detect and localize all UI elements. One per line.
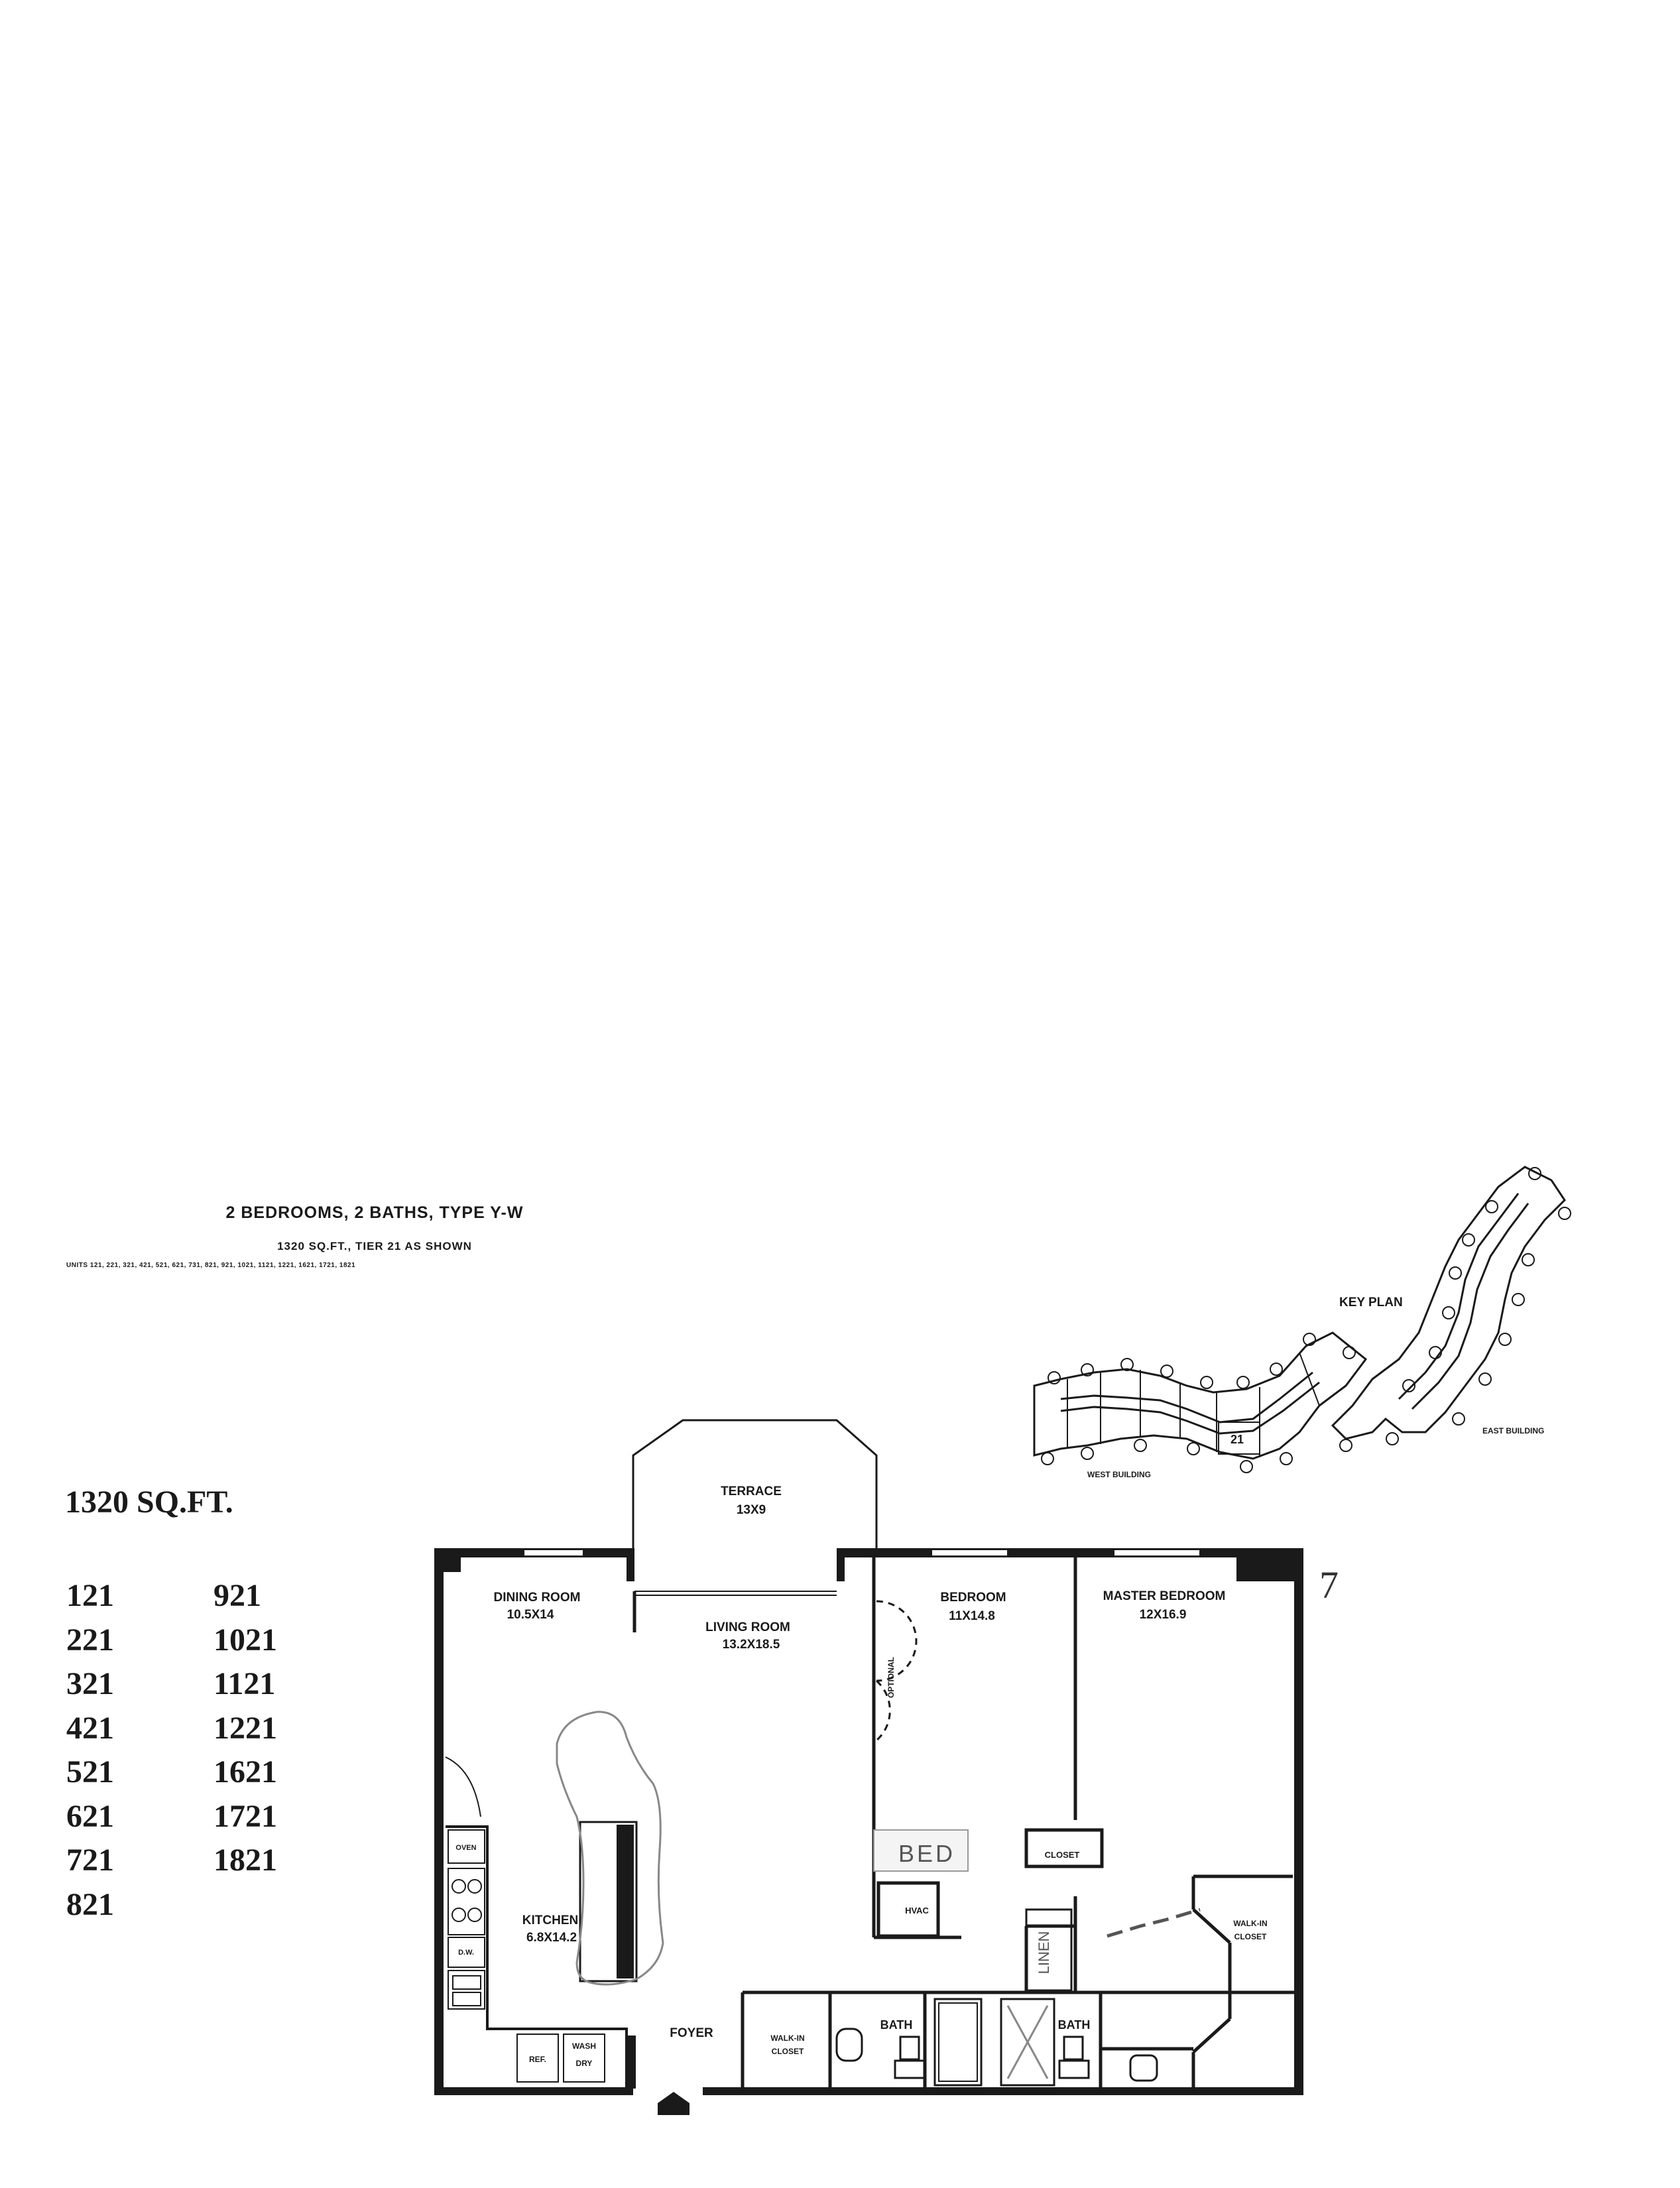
closet-label: CLOSET bbox=[1044, 1850, 1080, 1860]
unit-number: 421 bbox=[66, 1710, 114, 1746]
pantry-island bbox=[580, 1822, 636, 1981]
unit-number: 1021 bbox=[213, 1622, 277, 1658]
unit-number: 721 bbox=[66, 1843, 114, 1878]
linen-door-dash bbox=[1107, 1910, 1200, 1936]
east-building-balconies bbox=[1340, 1168, 1571, 1451]
unit-number: 121 bbox=[66, 1578, 114, 1613]
kitchen-size: 6.8X14.2 bbox=[526, 1931, 577, 1945]
bath-label: BATH bbox=[880, 2018, 913, 2032]
key-plan-label: KEY PLAN bbox=[1339, 1296, 1403, 1309]
dryer-label: DRY bbox=[575, 2059, 593, 2068]
handwritten-annotations bbox=[898, 1563, 1339, 1974]
bedroom-name: BEDROOM bbox=[940, 1591, 1006, 1605]
terrace-sliding-door bbox=[634, 1591, 837, 1595]
unit-number: 221 bbox=[66, 1622, 114, 1658]
hvac-label: HVAC bbox=[905, 1906, 929, 1915]
terrace-name: TERRACE bbox=[721, 1485, 782, 1498]
terrace-size: 13X9 bbox=[736, 1503, 766, 1517]
master-bedroom-name: MASTER BEDROOM bbox=[1103, 1589, 1226, 1603]
unit-number: 321 bbox=[66, 1666, 114, 1701]
bath-label: BATH bbox=[1057, 2018, 1091, 2032]
unit-number: 1621 bbox=[213, 1754, 277, 1790]
kitchen-name: KITCHEN bbox=[522, 1914, 579, 1927]
unit-number: 1221 bbox=[213, 1710, 277, 1746]
optional-doors bbox=[876, 1601, 916, 1740]
washer-label: WASH bbox=[572, 2041, 596, 2051]
living-room-size: 13.2X18.5 bbox=[722, 1638, 780, 1652]
square-footage: 1320 SQ.FT. bbox=[65, 1485, 233, 1520]
unit-number: 821 bbox=[66, 1886, 114, 1922]
units-list-line: UNITS 121, 221, 321, 421, 521, 621, 731, 821, 921, 1021, 1121, 1221, 1621, 1721, 1821 bbox=[66, 1262, 356, 1269]
bath-2-fixtures bbox=[1001, 1999, 1157, 2085]
unit-number: 1821 bbox=[213, 1843, 277, 1878]
west-building-corridor bbox=[1061, 1372, 1313, 1422]
bath-1-fixtures bbox=[837, 1999, 981, 2085]
dining-room-size: 10.5X14 bbox=[507, 1608, 554, 1622]
entry-arrow-icon bbox=[658, 2092, 690, 2115]
exterior-walls bbox=[434, 1548, 1303, 2095]
unit-number: 521 bbox=[66, 1754, 114, 1790]
walk-in-closet-label: WALK-IN bbox=[1233, 1919, 1268, 1928]
unit-number: 1121 bbox=[213, 1666, 276, 1701]
east-building-corridor bbox=[1399, 1193, 1518, 1399]
bedroom-size: 11X14.8 bbox=[949, 1609, 995, 1623]
living-room-name: LIVING ROOM bbox=[705, 1620, 790, 1634]
walk-in-closet-label: CLOSET bbox=[1234, 1932, 1267, 1941]
east-building-label: EAST BUILDING bbox=[1482, 1426, 1545, 1435]
dishwasher-label: D.W. bbox=[458, 1949, 474, 1957]
floor-plan bbox=[434, 1420, 1303, 2115]
west-building-balconies bbox=[1042, 1333, 1355, 1473]
foyer-label: FOYER bbox=[670, 2026, 713, 2040]
unit-number: 621 bbox=[66, 1798, 114, 1834]
optional-label: OPTIONAL bbox=[886, 1657, 896, 1698]
oven-label: OVEN bbox=[455, 1844, 477, 1852]
handwritten-linen: LINEN bbox=[1036, 1931, 1052, 1975]
room-labels bbox=[455, 1485, 1267, 2068]
handwritten-bed: BED bbox=[898, 1840, 956, 1867]
west-building-corridor bbox=[1061, 1382, 1319, 1433]
plan-subtitle: 1320 SQ.FT., TIER 21 AS SHOWN bbox=[277, 1240, 472, 1252]
tier-number: 21 bbox=[1230, 1433, 1244, 1446]
handwritten-number: 7 bbox=[1319, 1563, 1339, 1607]
plan-title: 2 BEDROOMS, 2 BATHS, TYPE Y-W bbox=[225, 1203, 524, 1222]
bedroom-closet bbox=[1026, 1830, 1102, 1866]
dining-room-name: DINING ROOM bbox=[493, 1591, 581, 1605]
refrigerator-label: REF. bbox=[528, 2055, 547, 2064]
unit-number: 1721 bbox=[213, 1798, 277, 1834]
master-bedroom-size: 12X16.9 bbox=[1139, 1608, 1187, 1622]
west-building-label: WEST BUILDING bbox=[1087, 1470, 1151, 1479]
unit-number: 921 bbox=[213, 1578, 261, 1613]
walk-in-closet-label: WALK-IN bbox=[770, 2034, 805, 2043]
pantry-label: PANT. bbox=[626, 1849, 634, 1870]
walk-in-closet-label: CLOSET bbox=[771, 2047, 804, 2056]
